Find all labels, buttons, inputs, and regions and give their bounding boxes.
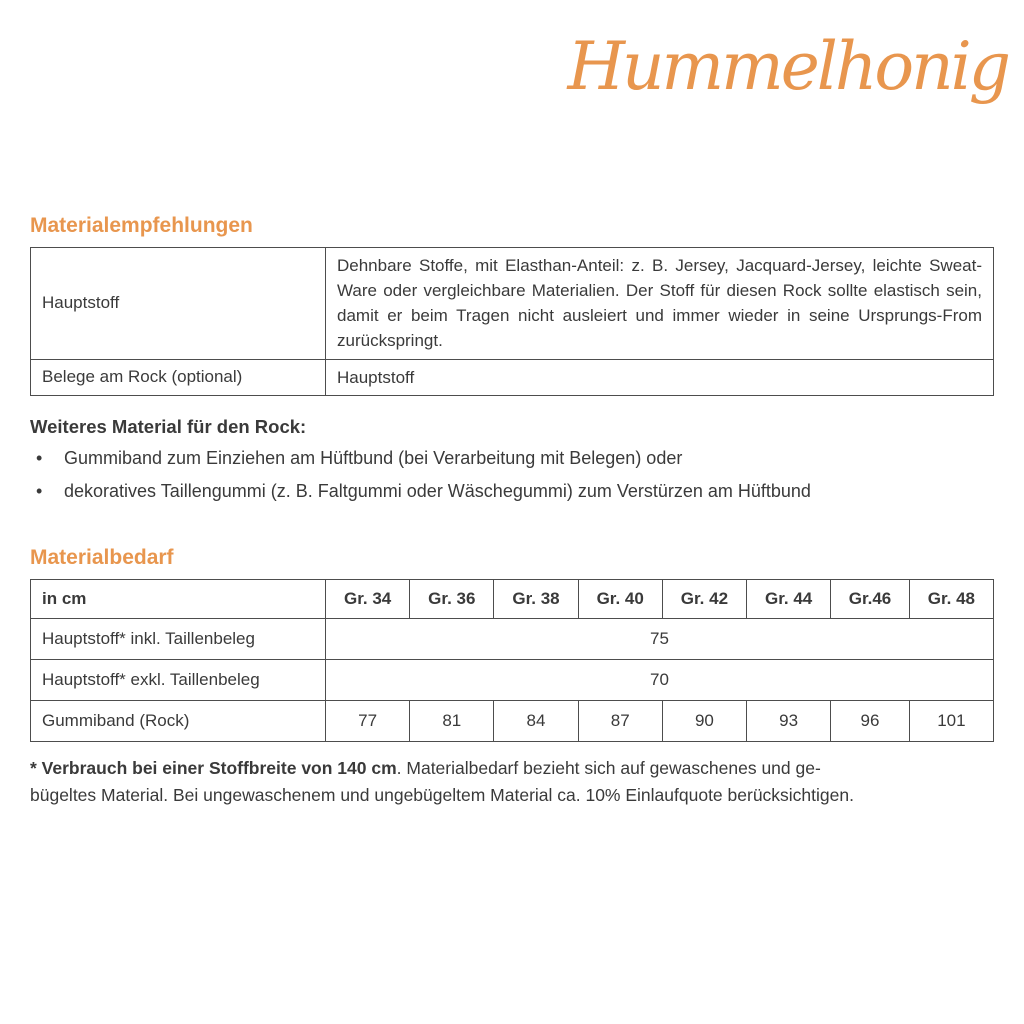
row-value-inkl-taillenbeleg: 75 bbox=[326, 619, 994, 660]
footnote bbox=[30, 755, 994, 808]
row-value-hauptstoff: Dehnbare Stoffe, mit Elasthan-Anteil: z. B. Jersey, Jacquard-Jersey, leichte Sweat-Ware oder vergleichbare Materialien. Der Stoff für diesen Rock sollte elastisch sein, damit er beim Tragen nicht ausleiert und immer wieder in seine Ursprungs-From zurückspringt. bbox=[326, 248, 994, 360]
column-header-gr42: Gr. 42 bbox=[662, 580, 746, 619]
gummiband-value-gr34: 77 bbox=[326, 701, 410, 742]
gummiband-value-gr44: 93 bbox=[747, 701, 831, 742]
row-value-exkl-taillenbeleg: 70 bbox=[326, 660, 994, 701]
gummiband-value-gr38: 84 bbox=[494, 701, 578, 742]
column-header-gr48: Gr. 48 bbox=[909, 580, 993, 619]
column-header-gr36: Gr. 36 bbox=[410, 580, 494, 619]
gummiband-value-gr40: 87 bbox=[578, 701, 662, 742]
gummiband-value-gr42: 90 bbox=[662, 701, 746, 742]
column-header-gr34: Gr. 34 bbox=[326, 580, 410, 619]
column-header-gr46: Gr.46 bbox=[831, 580, 910, 619]
table-row bbox=[31, 660, 994, 701]
brand-logo: Hummelhonig bbox=[567, 28, 1008, 105]
column-header-in-cm: in cm bbox=[31, 580, 326, 619]
table-row bbox=[31, 701, 994, 742]
gummiband-value-gr36: 81 bbox=[410, 701, 494, 742]
footnote-bold-text: * Verbrauch bei einer Stoffbreite von 140 cm bbox=[30, 758, 397, 779]
row-label-inkl-taillenbeleg: Hauptstoff* inkl. Taillenbeleg bbox=[31, 619, 326, 660]
row-label-gummiband: Gummiband (Rock) bbox=[31, 701, 326, 742]
gummiband-value-gr46: 96 bbox=[831, 701, 910, 742]
list-item: • dekoratives Taillengummi (z. B. Faltgummi oder Wäschegummi) zum Verstürzen am Hüftbund bbox=[30, 479, 994, 503]
section-title-materialbedarf: Materialbedarf bbox=[30, 546, 174, 570]
table-row bbox=[31, 619, 994, 660]
table-row bbox=[31, 359, 994, 395]
row-value-belege: Hauptstoff bbox=[326, 359, 994, 395]
table-header-row bbox=[31, 580, 994, 619]
column-header-gr38: Gr. 38 bbox=[494, 580, 578, 619]
material-requirements-table bbox=[30, 579, 994, 742]
gummiband-value-gr48: 101 bbox=[909, 701, 993, 742]
section-title-materialempfehlungen: Materialempfehlungen bbox=[30, 214, 253, 237]
row-label-exkl-taillenbeleg: Hauptstoff* exkl. Taillenbeleg bbox=[31, 660, 326, 701]
material-recommendations-table bbox=[30, 247, 994, 396]
column-header-gr40: Gr. 40 bbox=[578, 580, 662, 619]
material-bullet-list bbox=[30, 446, 994, 504]
table-row bbox=[31, 248, 994, 360]
footnote-text-line2: bügeltes Material. Bei ungewaschenem und ungebügeltem Material ca. 10% Einlaufquote berücksichtigen. bbox=[30, 784, 854, 805]
list-item: • Gummiband zum Einziehen am Hüftbund (bei Verarbeitung mit Belegen) oder bbox=[30, 446, 994, 470]
footnote-text-line1: . Materialbedarf bezieht sich auf gewaschenes und ge- bbox=[396, 758, 821, 779]
subsection-title-weiteres-material: Weiteres Material für den Rock: bbox=[30, 415, 307, 437]
row-label-belege: Belege am Rock (optional) bbox=[31, 359, 326, 395]
row-label-hauptstoff: Hauptstoff bbox=[31, 248, 326, 360]
column-header-gr44: Gr. 44 bbox=[747, 580, 831, 619]
